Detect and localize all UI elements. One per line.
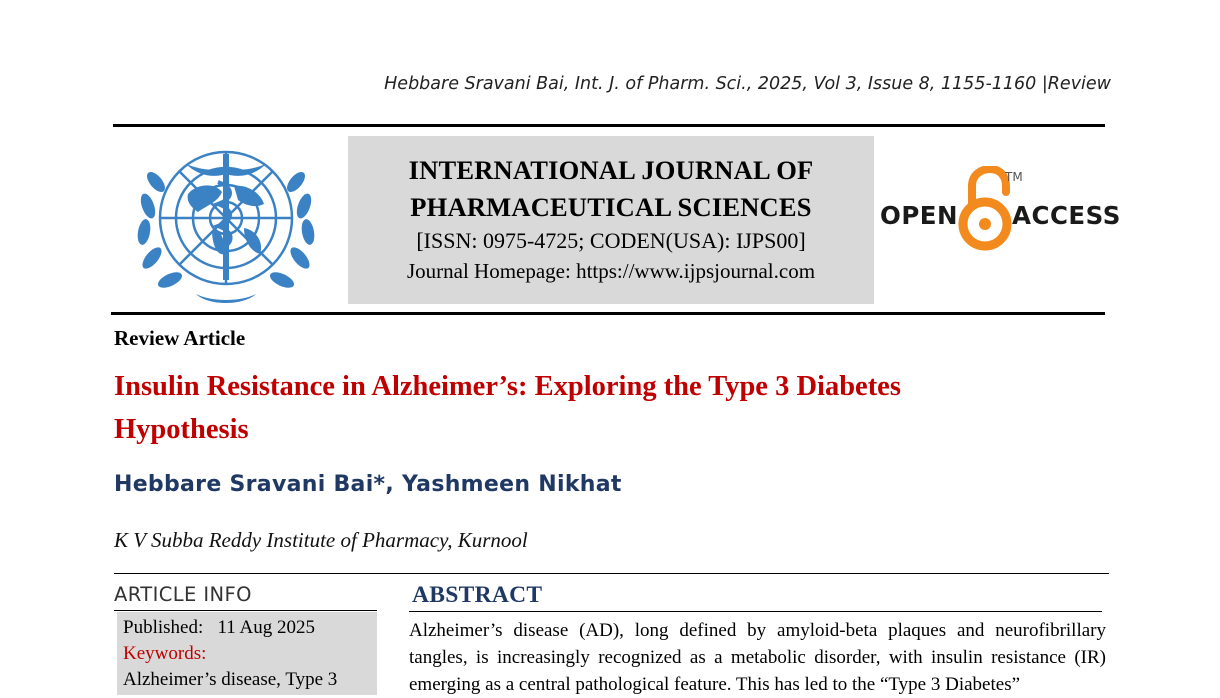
article-info-heading: ARTICLE INFO [114,583,252,606]
author-affiliation: K V Subba Reddy Institute of Pharmacy, Kurnool [114,528,528,552]
journal-emblem-icon [126,136,326,308]
published-row [123,615,377,641]
journal-issn: [ISSN: 0975-4725; CODEN(USA): IJPS00] [416,228,806,253]
published-label: Published: [123,617,204,638]
article-title-line2: Hypothesis [114,414,249,445]
open-access-open-text: OPEN [880,201,959,230]
journal-homepage: Journal Homepage: https://www.ijpsjournal.com [406,259,816,283]
open-access-access-text: ACCESS [1012,201,1121,230]
journal-name-line1: INTERNATIONAL JOURNAL OF [408,155,814,185]
keywords-value: Alzheimer’s disease, Type 3 [123,669,338,690]
published-date: 11 Aug 2025 [217,617,315,638]
abstract-heading: ABSTRACT [412,582,543,608]
article-title [114,365,1114,451]
article-authors: Hebbare Sravani Bai*, Yashmeen Nikhat [114,472,622,497]
section-divider [114,573,1109,574]
article-title-line1: Insulin Resistance in Alzheimer’s: Exploring the Type 3 Diabetes [114,371,901,402]
header-bottom-rule [111,312,1105,315]
article-info-box [117,612,377,695]
abstract-rule [409,611,1102,612]
trademark-mark: TM [1005,170,1023,184]
journal-banner [348,136,874,304]
header-top-rule [113,124,1105,127]
running-head: Hebbare Sravani Bai, Int. J. of Pharm. Sci., 2025, Vol 3, Issue 8, 1155-1160 |Review [384,74,1111,94]
abstract-text: Alzheimer’s disease (AD), long defined by amyloid-beta plaques and neurofibrillary tangles, is increasingly recognized as a metabolic disorder, with insulin resistance (IR) emerging as a central pathological feature. This has led to the “Type 3 Diabetes” [409,620,1106,695]
open-access-logo [880,164,1121,254]
journal-name-line2: PHARMACEUTICAL SCIENCES [410,192,812,222]
article-type: Review Article [114,326,246,350]
article-info-rule [114,610,377,611]
keywords-label: Keywords: [123,643,207,664]
